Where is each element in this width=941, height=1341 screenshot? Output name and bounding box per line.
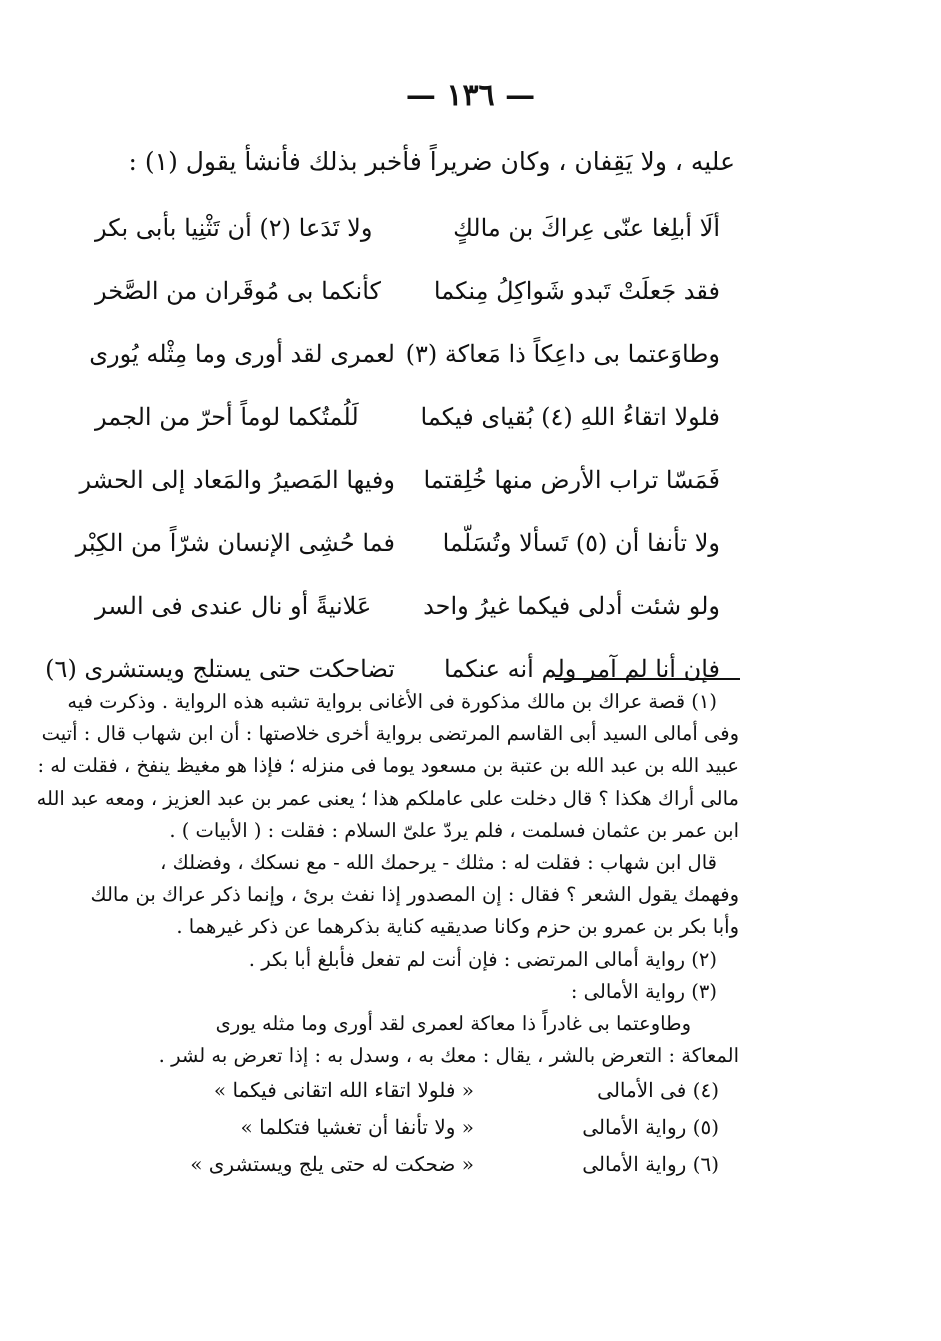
second-hemistich: عَلانيةً أو نال عندى فى السر — [95, 592, 372, 620]
verse-line — [95, 196, 720, 259]
second-hemistich: لعمرى لقد أورى وما مِثْله يُورى — [89, 340, 395, 368]
second-hemistich: وفيها المَصيرُ والمَعاد إلى الحشر — [79, 466, 395, 494]
footnote-3-label: (٣) رواية الأمالى : — [570, 979, 717, 1003]
first-hemistich: وطاوَعتما بى داعِكاً ذا مَعاكة (٣) — [405, 340, 720, 368]
footnote-separator — [555, 678, 740, 680]
second-hemistich: كأنكما بى مُوقَران من الصَّخر — [95, 277, 381, 305]
verse-line — [95, 574, 720, 637]
footnote-6-text: « ضحكت له حتى يلج ويستشرى » — [190, 1152, 474, 1177]
footnote-5 — [72, 1109, 739, 1146]
verse-line — [79, 448, 720, 511]
footnote-3-gloss: المعاكة : التعرض بالشر ، يقال : معك به ، وسدل به : إذا تعرض به لشر . — [158, 1044, 739, 1068]
first-hemistich: ولا تأنفا أن (٥) تَسألا وتُسَلّما — [442, 529, 720, 557]
intro-line: عليه ، ولا يَقِفان ، وكان ضريراً فأخبر بذلك فأنشأ يقول (١) : — [128, 147, 735, 176]
footnote-line: ابن عمر بن عثمان فسلمت ، فلم يردّ علىّ السلام : فقلت : ( الأبيات ) . — [169, 818, 739, 842]
footnote-4 — [72, 1072, 739, 1109]
poem — [45, 196, 720, 700]
footnote-4-label: (٤) فى الأمالى — [597, 1078, 719, 1103]
footnote-line: (١) قصة عراك بن مالك مذكورة فى الأغانى برواية تشبه هذه الرواية . وذكرت فيه — [67, 690, 717, 713]
verse-line — [89, 322, 720, 385]
footnote-line: عبيد الله بن عبد الله بن عتبة بن مسعود يوما فى منزله ؛ فإذا هو مغيظ ينفخ ، فقلت له : — [37, 754, 739, 778]
first-hemistich: فلولا اتقاءُ اللهِ (٤) بُقياى فيكما — [420, 403, 720, 431]
page-number: — ١٣٦ — — [405, 78, 536, 113]
footnotes — [36, 686, 739, 1183]
first-hemistich: فقد جَعلَتْ تَبدو شَواكِلُ مِنكما — [433, 277, 720, 305]
second-hemistich: ولا تَدَعا (٢) أن تَثْنِيا بأبى بكر — [95, 214, 373, 242]
footnote-6 — [72, 1146, 739, 1183]
footnote-line: مالى أراك هكذا ؟ قال دخلت على عاملكم هذا ؛ يعنى عمر بن عبد العزيز ، ومعه عبد الله — [36, 786, 739, 810]
second-hemistich: فما حُشِى الإنسان شرّاً من الكِبْر — [75, 529, 395, 557]
footnote-2: (٢) رواية أمالى المرتضى : فإن أنت لم تفعل فأبلغ أبا بكر . — [248, 947, 717, 971]
footnote-line: قال ابن شهاب : فقلت له : مثلك - يرحمك الله - مع نسكك ، وفضلك ، — [160, 850, 717, 874]
first-hemistich: فَمَسّا تراب الأرض منها خُلِقتما — [423, 466, 720, 494]
first-hemistich: فإن أنا لم آمر ولم أنه عنكما — [444, 655, 720, 683]
verse-line — [95, 385, 720, 448]
footnote-5-label: (٥) رواية الأمالى — [582, 1115, 719, 1140]
footnote-line: وفهمك يقول الشعر ؟ فقال : إن المصدور إذا نفث برئ ، وإنما ذكر عراك بن مالك — [90, 883, 739, 907]
first-hemistich: ألَا أبلِغا عنّى عِراكَ بن مالكٍ — [453, 214, 720, 242]
verse-line — [75, 511, 720, 574]
footnote-3-verse: وطاوعتما بى غادراً ذا معاكة لعمرى لقد أورى وما مثله يورى — [215, 1011, 691, 1035]
verse-line — [95, 259, 720, 322]
second-hemistich: تضاحكت حتى يستلج ويستشرى (٦) — [45, 655, 395, 683]
first-hemistich: ولو شئت أدلى فيكما غيرُ واحد — [423, 592, 720, 620]
footnote-5-text: « ولا تأنفا أن تغشيا فتكلما » — [240, 1115, 474, 1140]
second-hemistich: لَلُمتُكما لوماً أحرّ من الجمر — [95, 403, 359, 431]
footnote-line: وأبا بكر بن عمرو بن حزم وكانا صديقيه كناية بذكرهما عن ذكر غيرهما . — [176, 915, 739, 939]
footnote-line: وفى أمالى السيد أبى القاسم المرتضى برواية أخرى خلاصتها : أن ابن شهاب قال : أتيت — [41, 722, 739, 746]
footnote-6-label: (٦) رواية الأمالى — [582, 1152, 719, 1177]
footnote-4-text: « فلولا اتقاء الله اتقانى فيكما » — [213, 1078, 474, 1103]
